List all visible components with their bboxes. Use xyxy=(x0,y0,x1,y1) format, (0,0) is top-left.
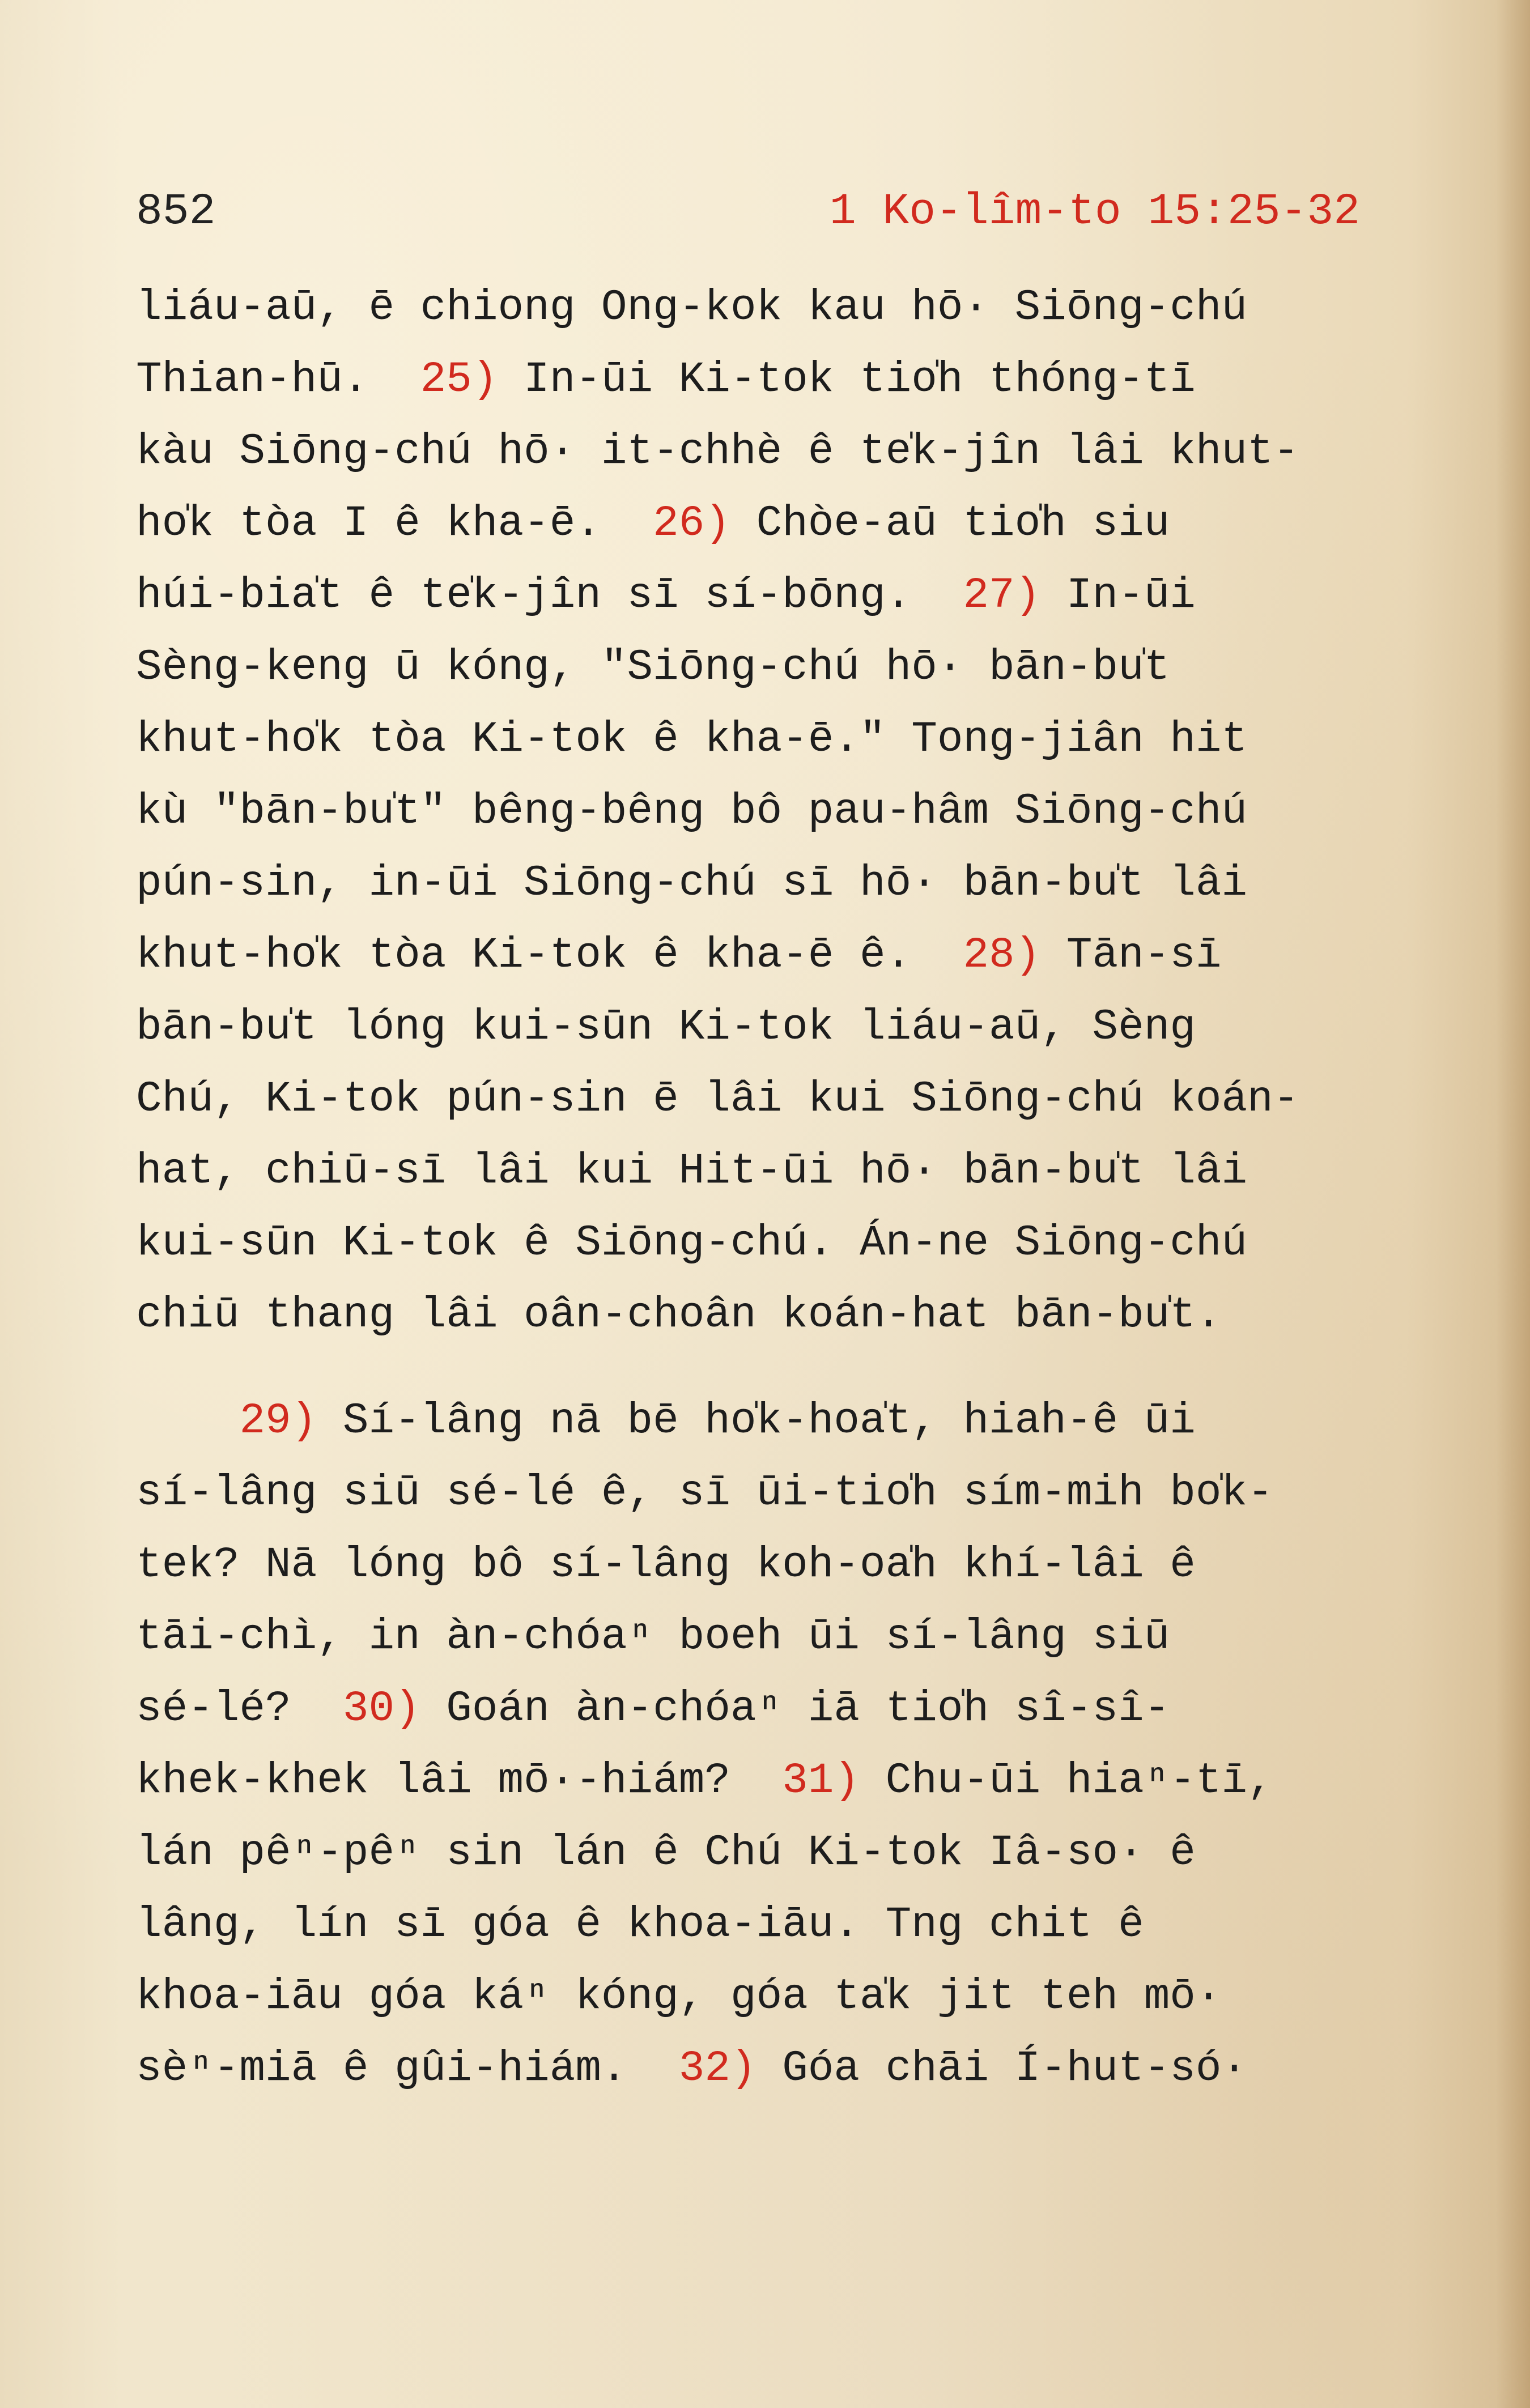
text-segment: kù "bān-bu̍t" bêng-bêng bô pau-hâm Siōng-chú xyxy=(136,787,1248,836)
text-line xyxy=(136,1207,1417,1279)
verse-number: 28) xyxy=(963,931,1041,980)
text-line xyxy=(136,848,1417,920)
page-header xyxy=(136,187,1360,249)
text-line xyxy=(136,776,1417,848)
text-line xyxy=(136,1385,1417,1457)
body-text xyxy=(136,272,1417,2105)
text-line xyxy=(136,1889,1417,1961)
text-segment: sí-lâng siū sé-lé ê, sī ūi-tio̍h sím-mih bo̍k- xyxy=(136,1469,1273,1517)
text-line xyxy=(136,416,1417,488)
text-line xyxy=(136,632,1417,704)
text-line xyxy=(136,272,1417,344)
text-segment: Goán àn-chóaⁿ iā tio̍h sî-sî- xyxy=(420,1684,1170,1733)
verse-number: 31) xyxy=(782,1756,860,1805)
running-head: 1 Ko-lîm-to 15:25-32 xyxy=(829,187,1360,237)
text-line xyxy=(136,992,1417,1063)
text-line xyxy=(136,1063,1417,1135)
verse-number: 26) xyxy=(653,499,730,548)
text-segment: ho̍k tòa I ê kha-ē. xyxy=(136,499,653,548)
text-segment: hat, chiū-sī lâi kui Hit-ūi hō· bān-bu̍t lâi xyxy=(136,1147,1248,1196)
verse-number: 32) xyxy=(678,2044,756,2093)
text-segment: tek? Nā lóng bô sí-lâng koh-oa̍h khí-lâi ê xyxy=(136,1541,1196,1589)
text-segment: tāi-chì, in àn-chóaⁿ boeh ūi sí-lâng siū xyxy=(136,1613,1170,1661)
page-number: 852 xyxy=(136,187,216,237)
text-segment: In-ūi Ki-tok tio̍h thóng-tī xyxy=(498,355,1196,404)
text-segment: chiū thang lâi oân-choân koán-hat bān-bu̍t. xyxy=(136,1291,1222,1339)
text-line xyxy=(136,1817,1417,1889)
text-segment: Góa chāi Í-hut-só· xyxy=(756,2044,1248,2093)
text-line xyxy=(136,1279,1417,1351)
text-segment: In-ūi xyxy=(1040,571,1196,620)
text-segment: kàu Siōng-chú hō· it-chhè ê te̍k-jîn lâi khut- xyxy=(136,427,1299,476)
verse-number: 29) xyxy=(239,1397,317,1445)
text-line xyxy=(136,1457,1417,1529)
text-segment: húi-bia̍t ê te̍k-jîn sī sí-bōng. xyxy=(136,571,963,620)
text-segment: pún-sin, in-ūi Siōng-chú sī hō· bān-bu̍t lâi xyxy=(136,859,1248,908)
text-segment: sèⁿ-miā ê gûi-hiám. xyxy=(136,2044,679,2093)
text-segment: Chòe-aū tio̍h siu xyxy=(730,499,1170,548)
text-line xyxy=(136,2033,1417,2105)
text-line xyxy=(136,1673,1417,1745)
text-line xyxy=(136,920,1417,992)
text-line xyxy=(136,1745,1417,1817)
text-segment: khoa-iāu góa káⁿ kóng, góa ta̍k jit teh mō· xyxy=(136,1972,1222,2021)
text-line xyxy=(136,704,1417,776)
text-segment: sé-lé? xyxy=(136,1684,343,1733)
text-segment: lán pêⁿ-pêⁿ sin lán ê Chú Ki-tok Iâ-so· ê xyxy=(136,1828,1196,1877)
text-line xyxy=(136,560,1417,632)
text-line xyxy=(136,1961,1417,2033)
text-line xyxy=(136,1135,1417,1207)
text-segment: khek-khek lâi mō·-hiám? xyxy=(136,1756,783,1805)
text-segment: Chú, Ki-tok pún-sin ē lâi kui Siōng-chú koán- xyxy=(136,1075,1299,1124)
text-segment: Thian-hū. xyxy=(136,355,420,404)
text-segment: khut-ho̍k tòa Ki-tok ê kha-ē ê. xyxy=(136,931,963,980)
text-line xyxy=(136,1529,1417,1601)
text-segment: khut-ho̍k tòa Ki-tok ê kha-ē." Tong-jiân hit xyxy=(136,715,1248,764)
text-line xyxy=(136,488,1417,560)
text-line xyxy=(136,344,1417,416)
verse-number: 25) xyxy=(420,355,498,404)
paragraph-break xyxy=(136,1351,1417,1385)
verse-number: 30) xyxy=(342,1684,420,1733)
text-segment: lâng, lín sī góa ê khoa-iāu. Tng chit ê xyxy=(136,1900,1144,1949)
text-segment: Chu-ūi hiaⁿ-tī, xyxy=(860,1756,1273,1805)
text-segment: liáu-aū, ē chiong Ong-kok kau hō· Siōng-chú xyxy=(136,283,1248,332)
text-segment: Tān-sī xyxy=(1040,931,1222,980)
page-edge-shadow xyxy=(1496,0,1530,2408)
text-segment xyxy=(136,1397,239,1445)
text-line xyxy=(136,1601,1417,1673)
text-segment: Sí-lâng nā bē ho̍k-hoa̍t, hiah-ê ūi xyxy=(317,1397,1196,1445)
text-segment: Sèng-keng ū kóng, "Siōng-chú hō· bān-bu̍t xyxy=(136,643,1170,692)
text-segment: kui-sūn Ki-tok ê Siōng-chú. Án-ne Siōng-chú xyxy=(136,1219,1248,1267)
text-segment: bān-bu̍t lóng kui-sūn Ki-tok liáu-aū, Sèng xyxy=(136,1003,1196,1052)
verse-number: 27) xyxy=(963,571,1041,620)
